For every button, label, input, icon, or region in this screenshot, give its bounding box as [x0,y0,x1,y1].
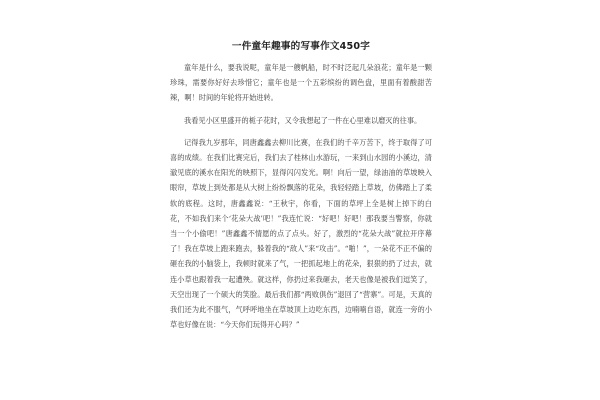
paragraph-2: 我看见小区里盛开的栀子花时，又令我想起了一件在心里难以磨灭的往事。 [184,115,422,125]
essay-title: 一件童年趣事的写事作文450字 [231,41,371,52]
paragraph-3: 记得我九岁那年，同唐鑫鑫去柳川比赛，在我们的千辛万苦下，终于取得了可喜的成绩。在我们比赛完后，我们去了桂林山水游玩，一来到山水园的小溪边，清澈见底的溪水在阳光的映照下，显得闪闪发光。啊！向后一望，绿油油的草坡映入眼帘，草坡上到处都是从大树上纷纷飘落的花朵，我轻轻踏上草坡，仿佛踏上了柔软的底程。这时，唐鑫鑫说：“王秋宇，你看，下面的草坪上全是树上掉下的白花，不如我们来个‘花朵大战’吧！”我连忙说：“好吧！好吧！那我要当警察，你就当一个小偷吧！”唐鑫鑫不情愿的点了点头。好了，激烈的“花朵大战”就拉开序幕了！我在草坡上跑来跑去，躲着我的“敌人”来“攻击”。“啪！”，一朵花不正不偏的砸在我的小脑袋上，我顿时就来了气，一把抓起地上的花朵，狠狠的扔了过去，就连小草也跟着我一起遭殃。就这样，你扔过来我砸去，老天也像是被我们逗笑了，天空出现了一个硕大的笑脸。最后我们都“两败俱伤”退回了“营寨”。可是，天真的我们还为此不服气，气呼呼地坐在草坡顶上边吃东西，边喃喃自语，就连一旁的小草也好像在说：“今天你们玩得开心吗？” [170,137,432,330]
essay-body [170,38,432,332]
paragraph-1: 童年是什么，要我说呢，童年是一艘帆船，时不时泛起几朵浪花；童年是一颗珍珠，需要你好好去珍惜它；童年也是一个五彩缤纷的调色盘，里面有着酸甜苦辣，啊！时间的年轮将开始进转。 [170,63,432,103]
